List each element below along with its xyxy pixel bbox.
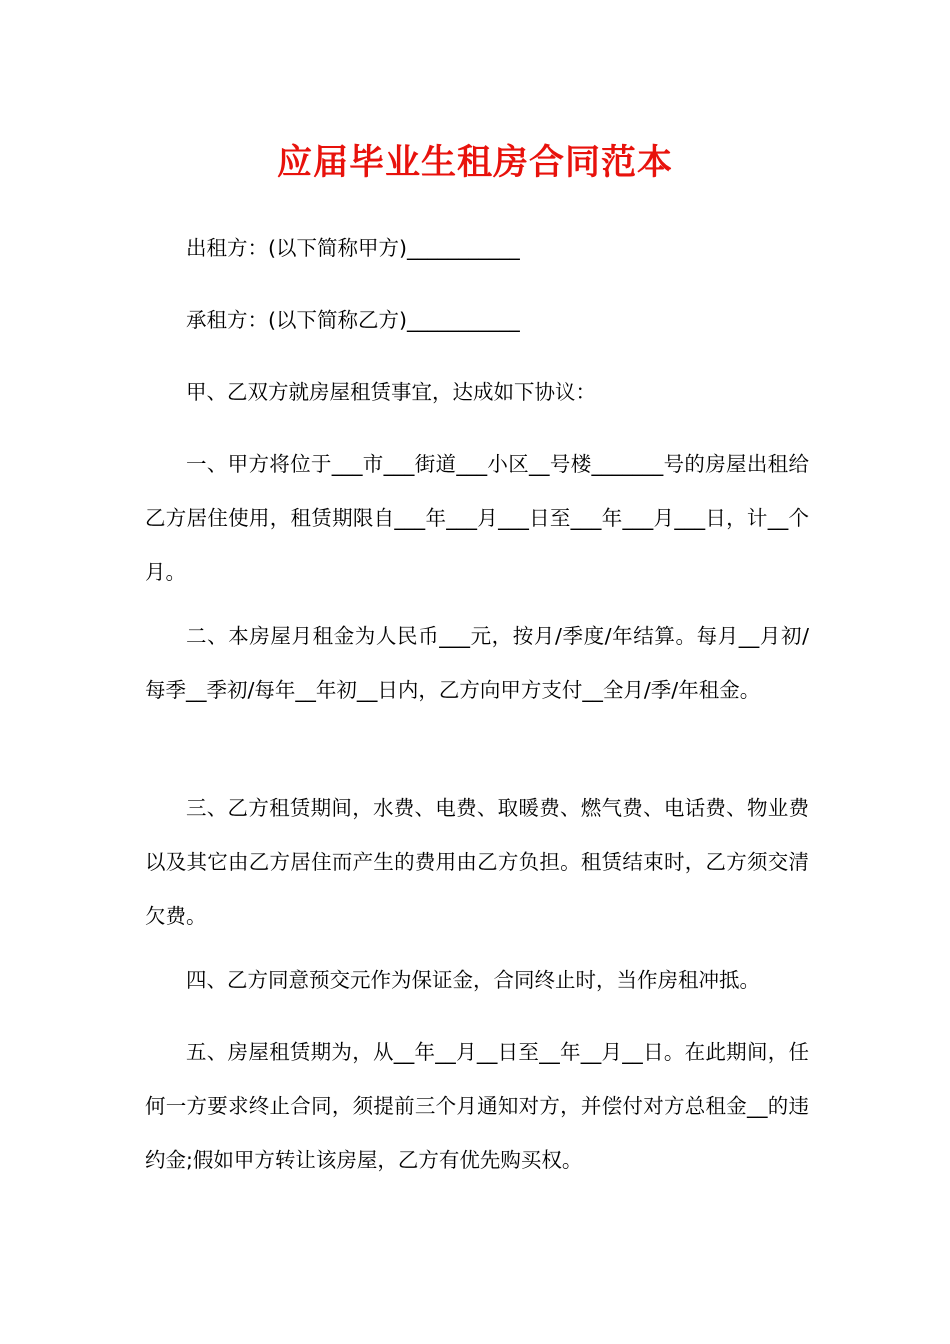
clause-2-rent: 二、本房屋月租金为人民币___元，按月/季度/年结算。每月__月初/每季__季初/每年__年初__日内，乙方向甲方支付__全月/季/年租金。 [145,624,809,702]
document-title: 应届毕业生租房合同范本 [276,143,673,183]
clause-4-deposit: 四、乙方同意预交元作为保证金，合同终止时，当作房租冲抵。 [186,968,760,992]
agreement-intro: 甲、乙双方就房屋租赁事宜，达成如下协议： [186,380,596,404]
lessee-line: 承租方：(以下简称乙方)___________ [186,308,520,332]
clause-5-term: 五、房屋租赁期为，从__年__月__日至__年__月__日。在此期间，任何一方要求终止合同，须提前三个月通知对方，并偿付对方总租金__的违约金;假如甲方转让该房屋，乙方有优先购买权。 [145,1040,809,1172]
clause-1-property: 一、甲方将位于___市___街道___小区__号楼_______号的房屋出租给乙方居住使用，租赁期限自___年___月___日至___年___月___日，计__个月。 [145,452,809,584]
lessor-line: 出租方：(以下简称甲方)___________ [186,236,520,260]
clause-3-expenses: 三、乙方租赁期间，水费、电费、取暖费、燃气费、电话费、物业费以及其它由乙方居住而产生的费用由乙方负担。租赁结束时，乙方须交清欠费。 [145,796,809,928]
